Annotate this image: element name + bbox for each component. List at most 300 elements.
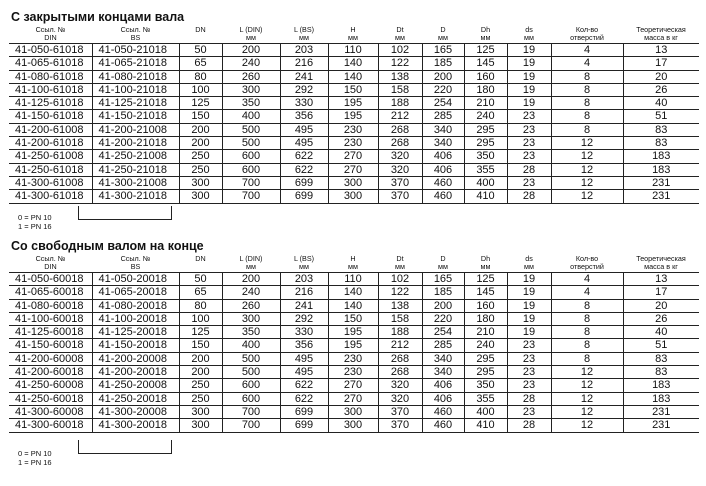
table-cell: 370 <box>378 405 422 418</box>
table-cell: 295 <box>464 123 507 136</box>
table-cell: 8 <box>551 110 623 123</box>
table-cell: 300 <box>328 190 378 203</box>
table-cell: 600 <box>222 379 280 392</box>
table-cell: 41-200-60008 <box>9 352 92 365</box>
table-cell: 19 <box>507 97 551 110</box>
table-cell: 183 <box>623 392 699 405</box>
column-header-line1: L (DIN) <box>239 25 263 34</box>
table-cell: 41-150-20018 <box>92 339 179 352</box>
table-row <box>9 339 699 352</box>
column-header-line2: BS <box>130 33 141 42</box>
table-cell: 699 <box>280 419 328 432</box>
table-row <box>9 273 699 286</box>
table-cell: 41-200-61018 <box>9 137 92 150</box>
table-cell: 622 <box>280 379 328 392</box>
column-header <box>179 26 222 44</box>
table-cell: 188 <box>378 97 422 110</box>
header-row <box>9 26 699 44</box>
table-cell: 200 <box>422 70 464 83</box>
table-row <box>9 44 699 57</box>
table-cell: 250 <box>179 379 222 392</box>
table-cell: 270 <box>328 379 378 392</box>
table-cell: 600 <box>222 392 280 405</box>
table-cell: 340 <box>422 137 464 150</box>
column-header-line2: мм <box>299 33 309 42</box>
table-cell: 28 <box>507 419 551 432</box>
table-cell: 80 <box>179 299 222 312</box>
column-header-line1: L (DIN) <box>239 254 263 263</box>
table-cell: 51 <box>623 339 699 352</box>
column-header-line1: D <box>440 254 446 263</box>
column-header <box>507 26 551 44</box>
table-cell: 41-250-20018 <box>92 392 179 405</box>
table-cell: 8 <box>551 70 623 83</box>
table-cell: 699 <box>280 405 328 418</box>
column-header-line2: BS <box>130 262 141 271</box>
column-header <box>222 26 280 44</box>
table-row <box>9 57 699 70</box>
table-cell: 23 <box>507 137 551 150</box>
table-cell: 41-200-21018 <box>92 137 179 150</box>
table-cell: 160 <box>464 299 507 312</box>
column-header-line2: мм <box>395 33 405 42</box>
table-cell: 500 <box>222 366 280 379</box>
table-cell: 41-050-20018 <box>92 273 179 286</box>
table-cell: 8 <box>551 123 623 136</box>
column-header-line1: Кол-во <box>575 25 599 34</box>
table-cell: 200 <box>179 352 222 365</box>
table-row <box>9 150 699 163</box>
table-cell: 203 <box>280 44 328 57</box>
table-cell: 200 <box>179 366 222 379</box>
legend-pn16: 1 = PN 16 <box>18 222 52 231</box>
table-cell: 41-250-60018 <box>9 392 92 405</box>
column-header-line2: мм <box>438 33 448 42</box>
column-header <box>222 255 280 273</box>
table-row <box>9 286 699 299</box>
table-cell: 41-065-21018 <box>92 57 179 70</box>
table-cell: 83 <box>623 366 699 379</box>
table-cell: 370 <box>378 176 422 189</box>
table-cell: 150 <box>328 312 378 325</box>
table-cell: 495 <box>280 137 328 150</box>
table-cell: 260 <box>222 70 280 83</box>
table-cell: 268 <box>378 352 422 365</box>
table-cell: 122 <box>378 57 422 70</box>
table-cell: 203 <box>280 273 328 286</box>
table-cell: 600 <box>222 163 280 176</box>
table-cell: 19 <box>507 286 551 299</box>
table-cell: 23 <box>507 110 551 123</box>
table-cell: 19 <box>507 299 551 312</box>
table-cell: 350 <box>222 97 280 110</box>
table-cell: 400 <box>222 339 280 352</box>
table-cell: 700 <box>222 405 280 418</box>
table-cell: 350 <box>464 150 507 163</box>
table-cell: 356 <box>280 339 328 352</box>
table-cell: 183 <box>623 379 699 392</box>
column-header <box>280 255 328 273</box>
column-header <box>92 255 179 273</box>
table-cell: 230 <box>328 366 378 379</box>
table-row <box>9 392 699 405</box>
column-header <box>328 26 378 44</box>
table-cell: 102 <box>378 44 422 57</box>
table-cell: 270 <box>328 150 378 163</box>
table-cell: 268 <box>378 123 422 136</box>
table-cell: 41-300-61018 <box>9 190 92 203</box>
table-cell: 41-100-61018 <box>9 83 92 96</box>
table-cell: 600 <box>222 150 280 163</box>
table-cell: 41-050-60018 <box>9 273 92 286</box>
column-header <box>507 255 551 273</box>
table-cell: 140 <box>328 57 378 70</box>
table-cell: 41-050-61018 <box>9 44 92 57</box>
table-cell: 270 <box>328 163 378 176</box>
column-header-line2: мм <box>246 33 256 42</box>
column-header-line1: Dt <box>396 25 404 34</box>
table-cell: 8 <box>551 312 623 325</box>
section-title: Со свободным валом на конце <box>11 239 204 253</box>
table-cell: 138 <box>378 70 422 83</box>
table-cell: 19 <box>507 326 551 339</box>
table-cell: 50 <box>179 273 222 286</box>
table-cell: 300 <box>328 419 378 432</box>
table-cell: 26 <box>623 312 699 325</box>
table-cell: 240 <box>464 110 507 123</box>
header-row <box>9 255 699 273</box>
table-cell: 140 <box>328 299 378 312</box>
table-cell: 12 <box>551 150 623 163</box>
table-cell: 158 <box>378 312 422 325</box>
table-cell: 138 <box>378 299 422 312</box>
table-cell: 8 <box>551 326 623 339</box>
table-cell: 460 <box>422 405 464 418</box>
table-cell: 40 <box>623 326 699 339</box>
column-header <box>623 255 699 273</box>
table-cell: 183 <box>623 163 699 176</box>
table-cell: 320 <box>378 379 422 392</box>
table-cell: 41-125-20018 <box>92 326 179 339</box>
column-header <box>328 255 378 273</box>
table-cell: 165 <box>422 44 464 57</box>
table-row <box>9 70 699 83</box>
table-cell: 23 <box>507 379 551 392</box>
table-cell: 406 <box>422 379 464 392</box>
table-cell: 410 <box>464 190 507 203</box>
table-cell: 241 <box>280 299 328 312</box>
table-cell: 41-300-21008 <box>92 176 179 189</box>
table-cell: 500 <box>222 352 280 365</box>
table-cell: 41-300-21018 <box>92 190 179 203</box>
column-header-line2: мм <box>246 262 256 271</box>
legend-bracket <box>78 440 172 454</box>
spec-table <box>9 255 699 433</box>
table-cell: 180 <box>464 83 507 96</box>
table-cell: 160 <box>464 70 507 83</box>
column-header-line1: L (BS) <box>293 25 315 34</box>
legend-pn10: 0 = PN 10 <box>18 449 52 458</box>
table-cell: 285 <box>422 110 464 123</box>
table-cell: 41-250-21018 <box>92 163 179 176</box>
column-header-line1: DN <box>195 25 206 34</box>
table-cell: 140 <box>328 70 378 83</box>
table-cell: 8 <box>551 83 623 96</box>
table-cell: 185 <box>422 286 464 299</box>
column-header-line2: масса в кг <box>644 33 678 42</box>
table-cell: 300 <box>179 405 222 418</box>
table-cell: 83 <box>623 137 699 150</box>
table-cell: 12 <box>551 366 623 379</box>
table-cell: 41-100-20018 <box>92 312 179 325</box>
table-cell: 12 <box>551 405 623 418</box>
table-cell: 28 <box>507 392 551 405</box>
table-cell: 19 <box>507 83 551 96</box>
table-cell: 230 <box>328 123 378 136</box>
table-cell: 41-150-21018 <box>92 110 179 123</box>
table-row <box>9 137 699 150</box>
table-cell: 41-250-61008 <box>9 150 92 163</box>
column-header <box>280 26 328 44</box>
table-cell: 140 <box>328 286 378 299</box>
table-cell: 19 <box>507 312 551 325</box>
table-cell: 12 <box>551 379 623 392</box>
column-header-line1: Ссыл. № <box>120 254 151 263</box>
table-cell: 41-050-21018 <box>92 44 179 57</box>
table-cell: 268 <box>378 137 422 150</box>
table-cell: 122 <box>378 286 422 299</box>
table-cell: 41-300-60018 <box>9 419 92 432</box>
table-cell: 195 <box>328 339 378 352</box>
table-cell: 41-150-61018 <box>9 110 92 123</box>
table-cell: 102 <box>378 273 422 286</box>
table-cell: 150 <box>328 83 378 96</box>
table-cell: 320 <box>378 392 422 405</box>
column-header-line2: мм <box>395 262 405 271</box>
table-row <box>9 312 699 325</box>
table-cell: 145 <box>464 286 507 299</box>
table-cell: 8 <box>551 352 623 365</box>
table-row <box>9 110 699 123</box>
table-cell: 4 <box>551 286 623 299</box>
table-cell: 41-200-60018 <box>9 366 92 379</box>
column-header-line1: Dt <box>396 254 404 263</box>
table-row <box>9 379 699 392</box>
column-header-line1: Dh <box>480 25 491 34</box>
table-cell: 292 <box>280 312 328 325</box>
table-cell: 300 <box>222 83 280 96</box>
table-cell: 41-250-61018 <box>9 163 92 176</box>
legend <box>18 449 52 467</box>
legend-pn10: 0 = PN 10 <box>18 213 52 222</box>
table-cell: 240 <box>222 57 280 70</box>
table-cell: 240 <box>222 286 280 299</box>
column-header-line1: DN <box>195 254 206 263</box>
table-cell: 100 <box>179 312 222 325</box>
table-row <box>9 352 699 365</box>
table-cell: 270 <box>328 392 378 405</box>
table-cell: 13 <box>623 44 699 57</box>
table-cell: 183 <box>623 150 699 163</box>
table-cell: 340 <box>422 352 464 365</box>
table-cell: 41-125-61018 <box>9 97 92 110</box>
table-cell: 13 <box>623 273 699 286</box>
table-row <box>9 97 699 110</box>
column-header <box>422 255 464 273</box>
column-header-line1: Теоретическая <box>636 254 686 263</box>
table-cell: 41-080-20018 <box>92 299 179 312</box>
table-cell: 300 <box>179 419 222 432</box>
table-cell: 83 <box>623 352 699 365</box>
table-cell: 188 <box>378 326 422 339</box>
table-cell: 125 <box>179 97 222 110</box>
table-cell: 460 <box>422 419 464 432</box>
legend <box>18 213 52 231</box>
table-cell: 125 <box>464 44 507 57</box>
table-cell: 622 <box>280 150 328 163</box>
table-cell: 23 <box>507 176 551 189</box>
table-cell: 50 <box>179 44 222 57</box>
column-header-line2: мм <box>348 33 358 42</box>
table-cell: 268 <box>378 366 422 379</box>
table-cell: 230 <box>328 352 378 365</box>
table-cell: 195 <box>328 326 378 339</box>
table-cell: 340 <box>422 123 464 136</box>
table-cell: 41-300-20018 <box>92 419 179 432</box>
table-cell: 400 <box>464 405 507 418</box>
table-cell: 216 <box>280 286 328 299</box>
column-header <box>623 26 699 44</box>
table-cell: 12 <box>551 419 623 432</box>
table-cell: 110 <box>328 273 378 286</box>
table-cell: 200 <box>179 123 222 136</box>
table-row <box>9 326 699 339</box>
table-cell: 212 <box>378 339 422 352</box>
table-row <box>9 405 699 418</box>
table-cell: 292 <box>280 83 328 96</box>
table-cell: 370 <box>378 190 422 203</box>
table-cell: 240 <box>464 339 507 352</box>
table-cell: 370 <box>378 419 422 432</box>
table-cell: 406 <box>422 163 464 176</box>
table-cell: 12 <box>551 163 623 176</box>
table-cell: 200 <box>179 137 222 150</box>
table-cell: 330 <box>280 97 328 110</box>
table-cell: 460 <box>422 176 464 189</box>
column-header <box>92 26 179 44</box>
table-cell: 165 <box>422 273 464 286</box>
column-header-line2: мм <box>348 262 358 271</box>
table-cell: 41-100-21018 <box>92 83 179 96</box>
table-cell: 12 <box>551 176 623 189</box>
table-cell: 320 <box>378 150 422 163</box>
column-header-line2: масса в кг <box>644 262 678 271</box>
table-cell: 285 <box>422 339 464 352</box>
table-cell: 295 <box>464 366 507 379</box>
table-cell: 241 <box>280 70 328 83</box>
table-cell: 8 <box>551 97 623 110</box>
column-header-line1: ds <box>525 25 533 34</box>
table-cell: 23 <box>507 339 551 352</box>
table-cell: 41-200-61008 <box>9 123 92 136</box>
table-cell: 41-250-21008 <box>92 150 179 163</box>
column-header <box>464 255 507 273</box>
table-cell: 495 <box>280 366 328 379</box>
table-cell: 250 <box>179 392 222 405</box>
spec-table <box>9 26 699 204</box>
table-cell: 23 <box>507 352 551 365</box>
table-cell: 622 <box>280 163 328 176</box>
table-cell: 41-080-60018 <box>9 299 92 312</box>
table-cell: 150 <box>179 110 222 123</box>
table-cell: 300 <box>328 405 378 418</box>
column-header <box>551 26 623 44</box>
column-header-line2: мм <box>524 33 534 42</box>
table-cell: 400 <box>222 110 280 123</box>
table-cell: 230 <box>328 137 378 150</box>
table-cell: 260 <box>222 299 280 312</box>
section-free-shaft <box>9 239 699 433</box>
table-cell: 41-065-61018 <box>9 57 92 70</box>
table-cell: 700 <box>222 419 280 432</box>
table-cell: 41-250-20008 <box>92 379 179 392</box>
column-header-line2: DIN <box>44 262 57 271</box>
table-cell: 320 <box>378 163 422 176</box>
column-header-line2: отверстий <box>570 262 604 271</box>
column-header-line2: DIN <box>44 33 57 42</box>
table-cell: 350 <box>464 379 507 392</box>
column-header-line2: мм <box>480 33 491 42</box>
table-cell: 41-080-21018 <box>92 70 179 83</box>
table-cell: 231 <box>623 405 699 418</box>
table-cell: 41-300-20008 <box>92 405 179 418</box>
table-cell: 12 <box>551 392 623 405</box>
table-cell: 41-125-60018 <box>9 326 92 339</box>
table-cell: 330 <box>280 326 328 339</box>
column-header-line1: Ссыл. № <box>35 25 66 34</box>
column-header-line1: H <box>350 25 356 34</box>
table-cell: 20 <box>623 70 699 83</box>
column-header-line2: мм <box>480 262 491 271</box>
table-cell: 19 <box>507 44 551 57</box>
table-cell: 254 <box>422 326 464 339</box>
section-title: С закрытыми концами вала <box>11 10 185 24</box>
table-cell: 300 <box>179 190 222 203</box>
column-header <box>378 26 422 44</box>
table-cell: 41-065-60018 <box>9 286 92 299</box>
table-row <box>9 299 699 312</box>
table-cell: 231 <box>623 190 699 203</box>
table-cell: 250 <box>179 150 222 163</box>
table-cell: 17 <box>623 57 699 70</box>
column-header <box>179 255 222 273</box>
table-row <box>9 176 699 189</box>
column-header-line1: Теоретическая <box>636 25 686 34</box>
table-cell: 17 <box>623 286 699 299</box>
table-cell: 195 <box>328 110 378 123</box>
legend-bracket <box>78 206 172 220</box>
table-cell: 145 <box>464 57 507 70</box>
table-cell: 300 <box>328 176 378 189</box>
table-cell: 700 <box>222 190 280 203</box>
column-header-line2: мм <box>524 262 534 271</box>
table-cell: 26 <box>623 83 699 96</box>
table-row <box>9 190 699 203</box>
table-cell: 28 <box>507 163 551 176</box>
table-cell: 295 <box>464 352 507 365</box>
table-cell: 23 <box>507 123 551 136</box>
table-cell: 355 <box>464 163 507 176</box>
